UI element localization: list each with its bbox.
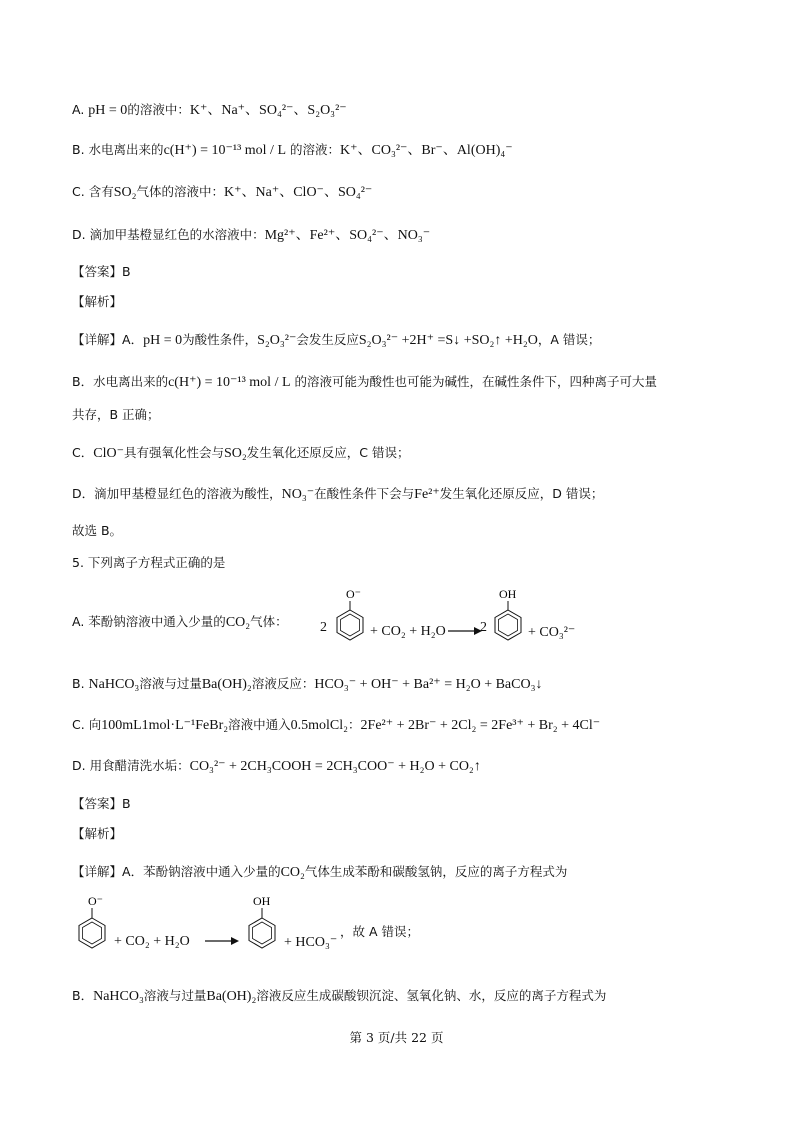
q5-answer: 【答案】B bbox=[72, 796, 131, 811]
q4-answer: 【答案】B bbox=[72, 264, 131, 279]
explain-reactants-mid: + CO₂ + H₂O bbox=[114, 934, 190, 949]
q4-explain-c: C．ClO⁻具有强氧化性会与SO₂发生氧化还原反应，C 错误； bbox=[72, 445, 410, 461]
products-end: + CO₃²⁻ bbox=[528, 625, 576, 640]
explain-phenoxide-structure bbox=[74, 892, 110, 962]
q4-explain-a: 【详解】A．pH = 0为酸性条件，S₂O₃²⁻会发生反应S₂O₃²⁻ +2H⁺ =S↓ +SO₂↑ +H₂O，A 错误； bbox=[72, 332, 601, 348]
coefficient-2: 2 bbox=[320, 620, 327, 635]
q5-analysis-label: 【解析】 bbox=[72, 826, 123, 841]
q5-option-a-label: A. 苯酚钠溶液中通入少量的CO₂气体： bbox=[72, 614, 288, 630]
reaction-arrow bbox=[448, 624, 482, 638]
reactants-mid: + CO₂ + H₂O bbox=[370, 624, 446, 639]
q4-option-d: D. 滴加甲基橙显红色的水溶液中：Mg²⁺、Fe²⁺、SO₄²⁻、NO₃⁻ bbox=[72, 227, 431, 243]
q5-explain-a: 【详解】A．苯酚钠溶液中通入少量的CO₂气体生成苯酚和碳酸氢钠，反应的离子方程式为 bbox=[72, 864, 568, 880]
q5-explain-b: B．NaHCO₃溶液与过量Ba(OH)₂溶液反应生成碳酸钡沉淀、氢氧化钠、水，反应的离子方程式为 bbox=[72, 988, 607, 1004]
q4-option-b: B. 水电离出来的c(H⁺) = 10⁻¹³ mol / L 的溶液：K⁺、CO₃²⁻、Br⁻、Al(OH)₄⁻ bbox=[72, 142, 513, 158]
coefficient-2b: 2 bbox=[480, 620, 487, 635]
q4-option-c: C. 含有SO₂气体的溶液中：K⁺、Na⁺、ClO⁻、SO₄²⁻ bbox=[72, 184, 373, 200]
explain-o-minus-label: O⁻ bbox=[88, 894, 103, 908]
explain-products-end: + HCO₃⁻ bbox=[284, 935, 338, 950]
explain-reaction-arrow bbox=[205, 934, 239, 948]
explain-phenol-structure bbox=[244, 892, 280, 962]
q4-option-a: A. pH = 0的溶液中：K⁺、Na⁺、SO₄²⁻、S₂O₃²⁻ bbox=[72, 102, 347, 118]
q5-option-b: B. NaHCO₃溶液与过量Ba(OH)₂溶液反应：HCO₃⁻ + OH⁻ + Ba²⁺ = H₂O + BaCO₃↓ bbox=[72, 676, 543, 692]
page-footer: 第 3 页/共 22 页 bbox=[349, 1030, 444, 1045]
q4-explain-b: B．水电离出来的c(H⁺) = 10⁻¹³ mol / L 的溶液可能为酸性也可能为碱性，在碱性条件下，四种离子可大量 bbox=[72, 374, 658, 390]
q4-conclusion: 故选 B。 bbox=[72, 523, 123, 538]
o-minus-label: O⁻ bbox=[346, 587, 361, 601]
q4-explain-b-cont: 共存，B 正确； bbox=[72, 407, 160, 422]
q4-explain-d: D．滴加甲基橙显红色的溶液为酸性，NO₃⁻在酸性条件下会与Fe²⁺发生氧化还原反应，D 错误； bbox=[72, 486, 604, 502]
explain-oh-label: OH bbox=[253, 894, 271, 908]
oh-label: OH bbox=[499, 587, 517, 601]
explain-a-conclusion: ，故 A 错误； bbox=[340, 924, 419, 939]
q5-option-c: C. 向100mL1mol·L⁻¹FeBr₂溶液中通入0.5molCl₂：2Fe²⁺ + 2Br⁻ + 2Cl₂ = 2Fe³⁺ + Br₂ + 4Cl⁻ bbox=[72, 717, 601, 733]
q5-option-d: D. 用食醋清洗水垢：CO₃²⁻ + 2CH₃COOH = 2CH₃COO⁻ + H₂O + CO₂↑ bbox=[72, 758, 481, 774]
phenoxide-structure bbox=[332, 586, 368, 648]
q5-stem: 5. 下列离子方程式正确的是 bbox=[72, 555, 226, 570]
phenol-structure bbox=[490, 586, 526, 648]
q4-analysis-label: 【解析】 bbox=[72, 294, 123, 309]
